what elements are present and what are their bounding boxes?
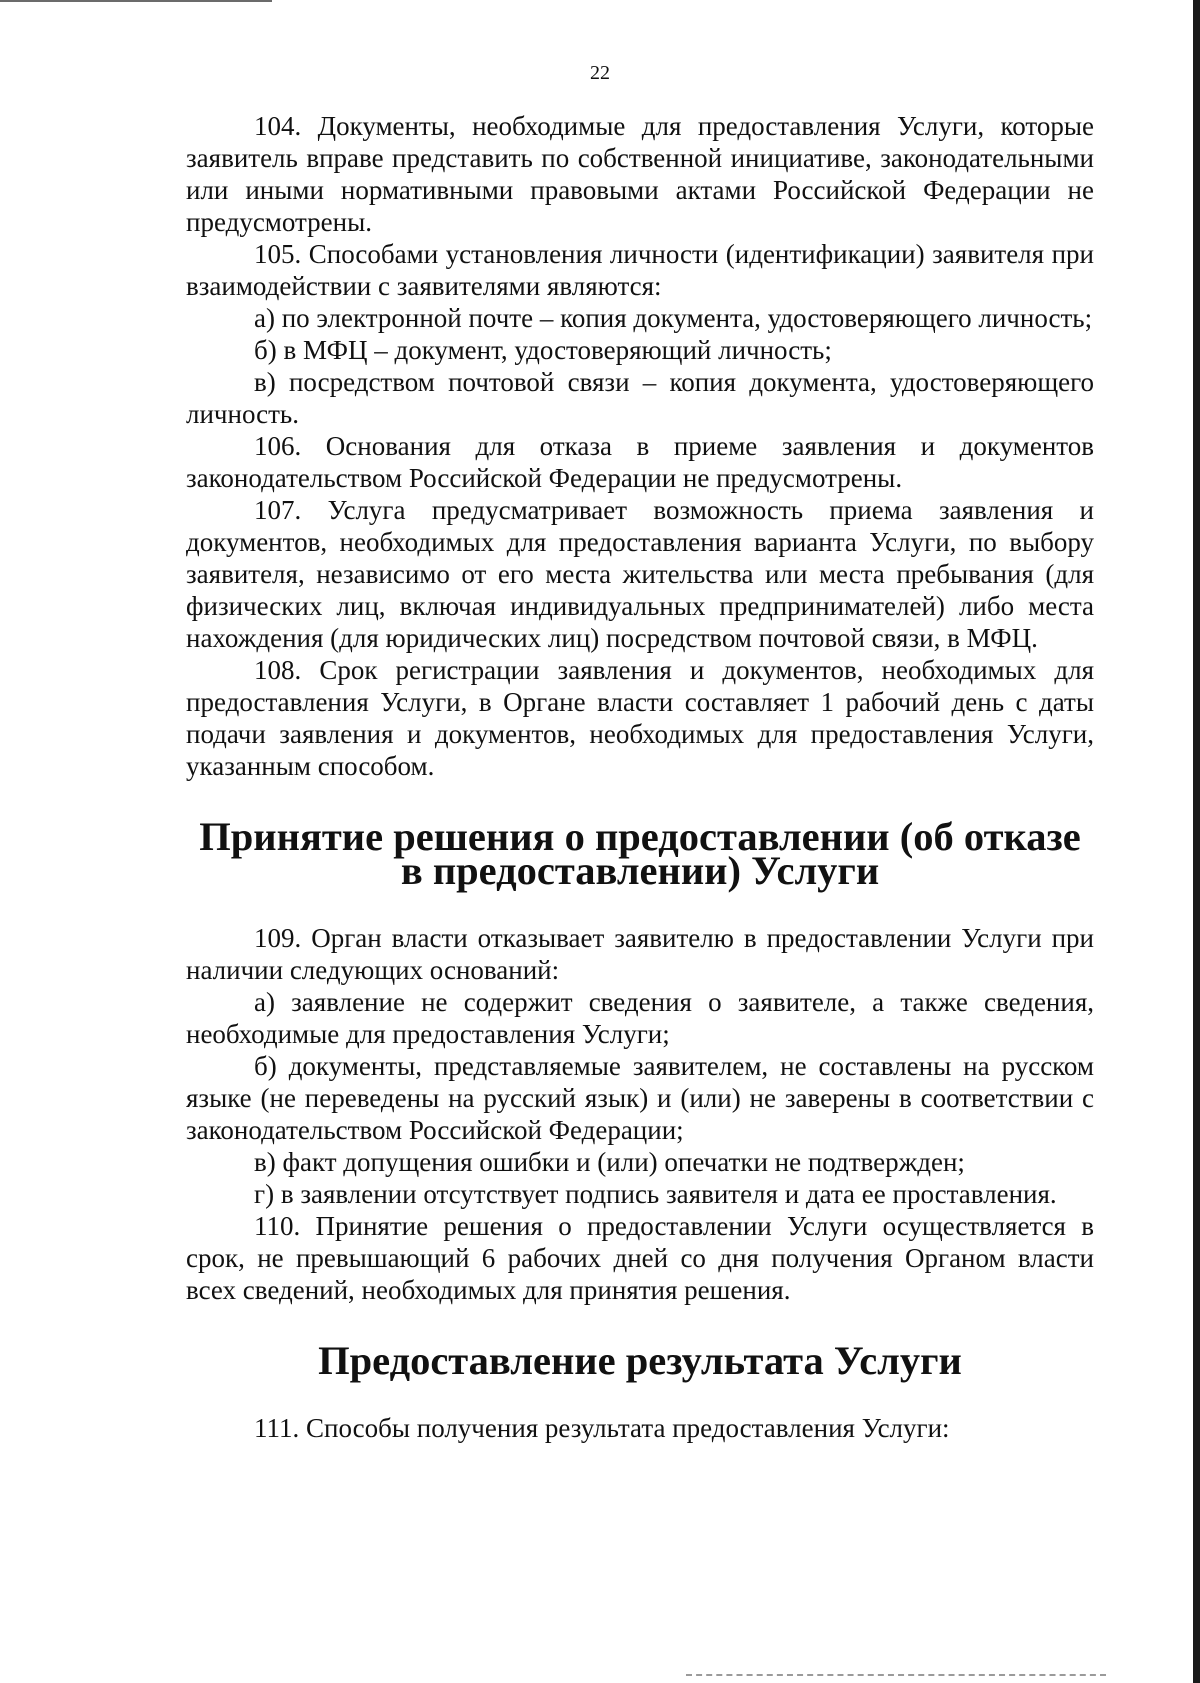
paragraph-108: 108. Срок регистрации заявления и документов, необходимых для предоставления Услуги, в Органе власти составляет 1 рабочий день с даты подачи заявления и документов, необходимых для предоставления Услуги, указанным способом. — [186, 655, 1094, 781]
paragraph-105-b: б) в МФЦ – документ, удостоверяющий личность; — [254, 335, 832, 365]
paragraph-109-a: а) заявление не содержит сведения о заявителе, а также сведения, необходимые для предоставления Услуги; — [186, 987, 1094, 1049]
paragraph-105: 105. Способами установления личности (идентификации) заявителя при взаимодействии с заявителями являются: — [186, 239, 1094, 301]
page-number: 22 — [590, 62, 610, 84]
scan-bottom-marks — [686, 1674, 1106, 1678]
paragraph-109-v: в) факт допущения ошибки и (или) опечатки не подтвержден; — [254, 1147, 965, 1177]
paragraph-110: 110. Принятие решения о предоставлении Услуги осуществляется в срок, не превышающий 6 рабочих дней со дня получения Органом власти всех сведений, необходимых для принятия решения. — [186, 1211, 1094, 1305]
paragraph-104: 104. Документы, необходимые для предоставления Услуги, которые заявитель вправе представить по собственной инициативе, законодательными или иными нормативными правовыми актами Российской Федерации не предусмотрены. — [186, 111, 1094, 237]
paragraph-107: 107. Услуга предусматривает возможность приема заявления и документов, необходимых для предоставления варианта Услуги, по выбору заявителя, независимо от его места жительства или места пребывания (для физических лиц, включая индивидуальных предпринимателей) либо места нахождения (для юридических лиц) посредством почтовой связи, в МФЦ. — [186, 495, 1094, 653]
paragraph-106: 106. Основания для отказа в приеме заявления и документов законодательством Российской Федерации не предусмотрены. — [186, 431, 1094, 493]
paragraph-109-g: г) в заявлении отсутствует подпись заявителя и дата ее проставления. — [254, 1179, 1057, 1209]
scan-right-edge — [1193, 0, 1200, 1683]
paragraph-109-b: б) документы, представляемые заявителем, не составлены на русском языке (не переведены на русский язык) и (или) не заверены в соответствии с законодательством Российской Федерации; — [186, 1051, 1094, 1145]
document-body — [186, 110, 1094, 1444]
section-heading-decision: Принятие решения о предоставлении (об отказе в предоставлении) Услуги — [199, 814, 1081, 893]
section-heading-result: Предоставление результата Услуги — [318, 1338, 962, 1383]
scan-top-line — [0, 0, 272, 2]
paragraph-111: 111. Способы получения результата предоставления Услуги: — [254, 1413, 950, 1443]
paragraph-105-a: а) по электронной почте – копия документа, удостоверяющего личность; — [254, 303, 1093, 333]
paragraph-105-v: в) посредством почтовой связи – копия документа, удостоверяющего личность. — [186, 367, 1094, 429]
paragraph-109: 109. Орган власти отказывает заявителю в предоставлении Услуги при наличии следующих оснований: — [186, 923, 1094, 985]
